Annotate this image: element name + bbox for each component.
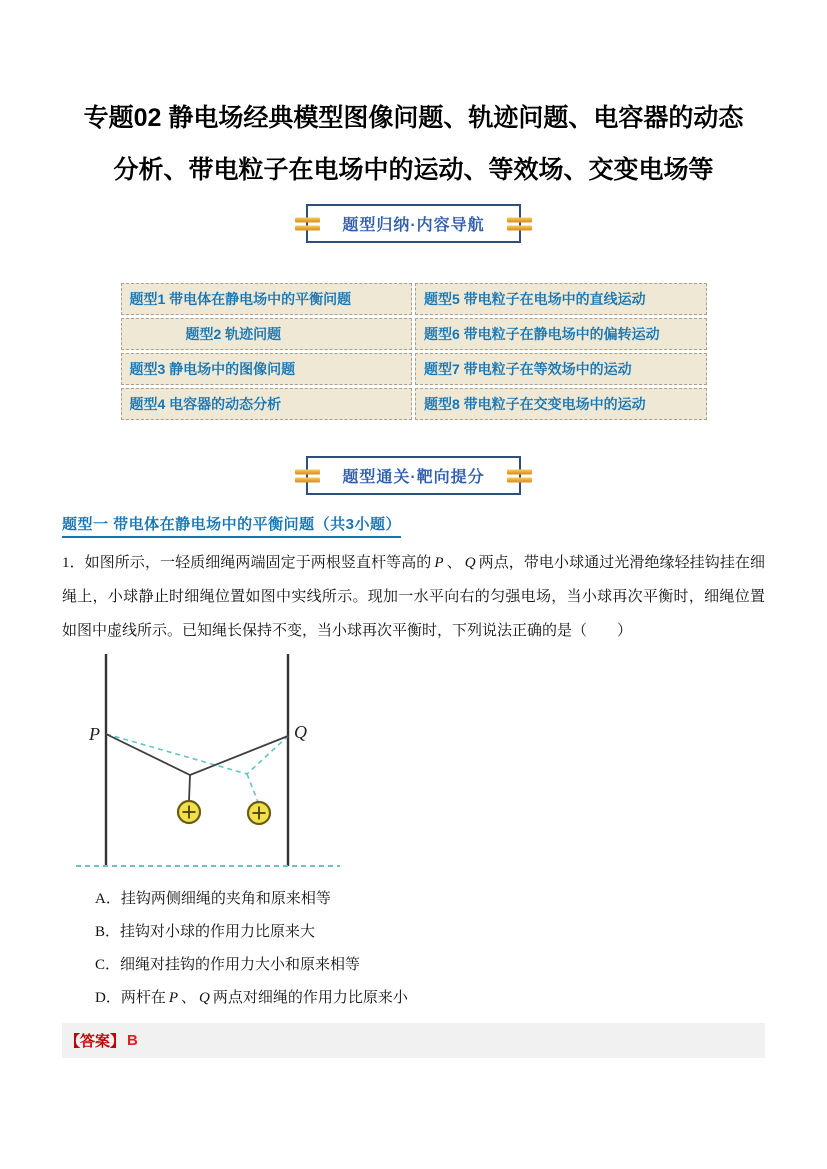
point-q-ref: Q [464,555,476,571]
answer-value: B [127,1032,138,1049]
label-p: P [89,724,100,744]
page-title-line1: 专题02 静电场经典模型图像问题、轨迹问题、电容器的动态 [83,104,744,132]
label-q: Q [294,722,307,742]
option-b: B．挂钩对小球的作用力比原来大 [95,924,316,940]
option-d-sep: 、 [181,990,197,1006]
option-a: A．挂钩两侧细绳的夹角和原来相等 [95,891,331,907]
type-item-7: 题型7 带电粒子在等效场中的运动 [415,353,707,385]
question-text [62,546,765,648]
hook-line-solid [189,775,190,801]
string-dashed [106,734,288,774]
gold-bars-icon [507,217,532,230]
type-item-5: 题型5 带电粒子在电场中的直线运动 [415,283,707,315]
hook-line-dashed [247,774,258,802]
answer-bar [62,1023,765,1058]
point-q-ref: Q [199,990,210,1006]
question-part2: 两点，带电小球通过光滑绝缘轻挂钩挂在细绳上，小球静止时细绳位置如图中实线所示。现加一水平向右的匀强电场，当小球再次平衡时，细绳位置如图中虚线所示。已知绳长保持不变，当小球再次平衡时，下列说法正确的是（ ） [62,555,765,639]
type-index-table [121,283,707,420]
question-figure [62,650,382,877]
section-heading: 题型一 带电体在静电场中的平衡问题（共3小题） [62,513,401,538]
banner-nav-label: 题型归纳·内容导航 [342,217,485,234]
page-title [0,0,827,196]
type-item-3: 题型3 静电场中的图像问题 [121,353,413,385]
question-sep: 、 [446,555,462,571]
section-heading-row [62,513,827,538]
type-item-8: 题型8 带电粒子在交变电场中的运动 [415,388,707,420]
option-c: C．细绳对挂钩的作用力大小和原来相等 [95,957,361,973]
banner-practice-row [0,456,827,495]
option-d-pre: D．两杆在 [95,990,166,1006]
question-part1: 1．如图所示，一轻质细绳两端固定于两根竖直杆等高的 [62,555,432,571]
options-list [95,883,827,1015]
banner-nav-row [0,204,827,243]
banner-practice-label: 题型通关·靶向提分 [342,469,485,486]
banner-practice [306,456,520,495]
type-item-6: 题型6 带电粒子在静电场中的偏转运动 [415,318,707,350]
point-p-ref: P [168,990,179,1006]
type-item-1: 题型1 带电体在静电场中的平衡问题 [121,283,413,315]
type-item-4: 题型4 电容器的动态分析 [121,388,413,420]
option-d [95,982,827,1015]
answer-label: 【答案】 [65,1033,126,1050]
gold-bars-icon [295,217,320,230]
point-p-ref: P [434,555,444,571]
gold-bars-icon [507,469,532,482]
banner-nav [306,204,520,243]
option-d-post: 两点对细绳的作用力比原来小 [212,990,408,1006]
string-solid [106,734,288,775]
page-title-line2: 分析、带电粒子在电场中的运动、等效场、交变电场等 [113,156,714,184]
gold-bars-icon [295,469,320,482]
type-item-2: 题型2 轨迹问题 [121,318,413,350]
